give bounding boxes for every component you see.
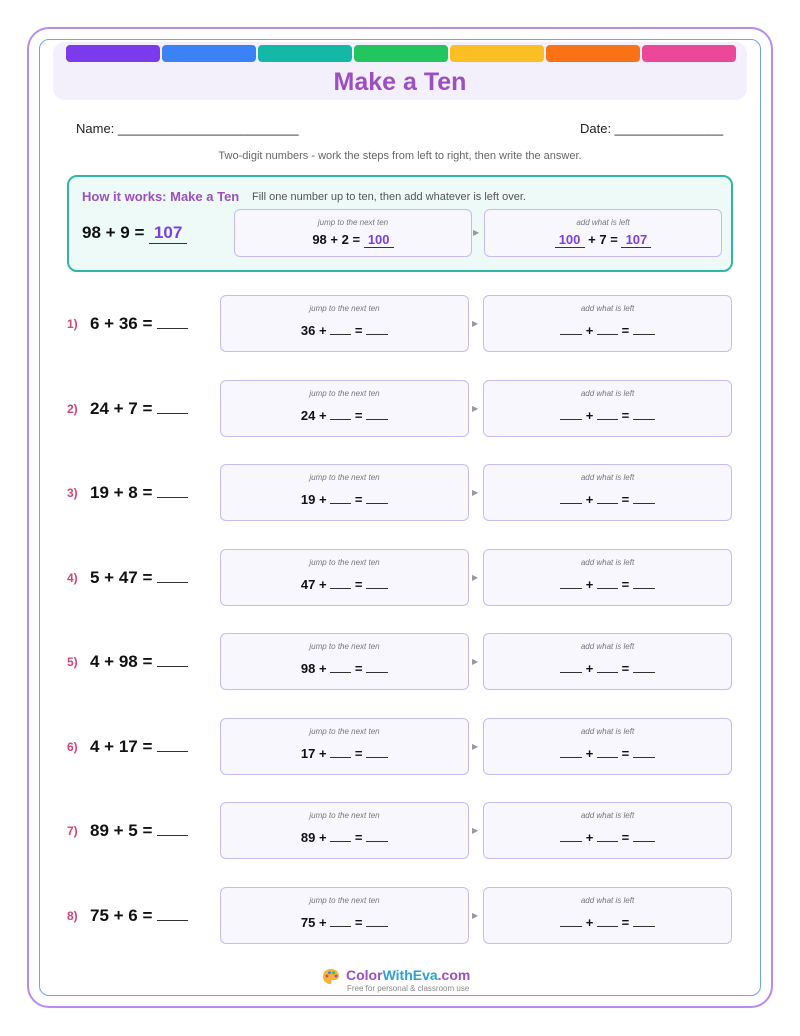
answer-blank[interactable] [157,569,188,583]
step2-caption: add what is left [580,811,635,820]
step1-caption: jump to the next ten [309,811,380,820]
problem-equation-text: 4 + 17 = [90,736,153,756]
arrow-icon: ▶ [473,228,480,237]
step1-caption: jump to the next ten [309,304,380,313]
step1-box [220,718,469,775]
step2-result-blank[interactable] [633,915,655,927]
step1-equation [221,915,468,930]
arrow-icon: ▶ [472,403,479,413]
step1-add-blank[interactable] [330,661,351,673]
example-answer: 107 [149,223,187,244]
brand-part1: Color [346,967,383,983]
step2-plus: + [585,830,594,845]
step2-equation [484,323,731,338]
problem-equation [90,314,188,334]
step2-equals: = [621,745,630,761]
step1-equals: = [354,323,363,338]
step2-start-blank[interactable] [560,323,582,335]
page-title: Make a Ten [333,68,467,96]
step2-result-blank[interactable] [633,746,655,758]
step1-result-blank[interactable] [366,661,388,673]
arrow-icon: ▶ [472,488,479,497]
step1-equation [221,746,468,761]
step2-box [483,802,732,859]
step1-equals: = [354,492,363,507]
color-stripes [66,45,736,62]
step1-result-blank[interactable] [366,746,388,758]
step1-caption: jump to the next ten [309,642,380,651]
step2-result-blank[interactable] [633,830,655,842]
step2-start-blank[interactable] [560,492,582,504]
step2-equation [484,830,731,845]
step2-plus: + [585,914,594,930]
arrow-icon: ▶ [472,657,479,666]
step2-caption: add what is left [580,726,635,736]
name-field[interactable]: Name: _________________________ [76,121,299,136]
step2-caption: add what is left [580,304,635,313]
example-step2-start: 100 [555,232,585,248]
problem-number: 8) [67,908,78,923]
problem-number: 6) [67,739,78,754]
step1-start: 17 + [300,745,327,761]
step1-box [220,464,469,521]
brand-tagline: Free for personal & classroom use [347,984,470,993]
problem-equation-text: 19 + 8 = [90,483,153,502]
answer-blank[interactable] [157,315,188,329]
step2-box [483,549,732,606]
step2-add-blank[interactable] [597,915,618,927]
step2-box [483,887,732,944]
step2-start-blank[interactable] [560,746,582,758]
step1-box [220,633,469,690]
problem-equation [90,906,188,926]
example-step2-caption: add what is left [576,218,630,227]
problem-number: 2) [67,401,78,416]
step1-equals: = [354,830,363,845]
example-step2-box [484,209,722,257]
step2-equals: = [621,576,630,592]
step2-box [483,464,732,521]
step1-equals: = [354,745,363,761]
step1-equals: = [354,914,363,930]
step1-add-blank[interactable] [330,408,351,420]
step1-result-blank[interactable] [366,408,388,420]
step1-result-blank[interactable] [366,915,388,927]
step1-box [220,802,469,859]
problem-number: 1) [67,317,78,331]
arrow-icon: ▶ [472,741,479,751]
color-stripe [546,45,640,62]
step2-add-blank[interactable] [597,746,618,758]
example-step1-caption: jump to the next ten [317,218,389,227]
step1-equation [221,661,468,676]
example-equation-text: 98 + 9 = [82,223,145,242]
step2-equals: = [621,407,630,423]
example-note: Fill one number up to ten, then add whatever is left over. [252,191,526,203]
step2-start-blank[interactable] [560,830,582,842]
step1-caption: jump to the next ten [309,557,380,567]
step2-equals: = [621,492,630,507]
brand-name[interactable] [346,967,470,983]
step2-caption: add what is left [580,895,635,905]
problem-equation-text: 24 + 7 = [90,398,153,418]
step2-caption: add what is left [580,642,635,651]
step2-result-blank[interactable] [633,661,655,673]
step2-equals: = [621,830,630,845]
step1-equals: = [354,661,363,676]
problem-equation-text: 89 + 5 = [90,821,153,840]
step2-equals: = [621,323,630,338]
color-stripe [450,45,544,62]
step1-caption: jump to the next ten [309,726,380,736]
step2-plus: + [585,323,594,338]
step2-add-blank[interactable] [597,492,618,504]
step2-box [483,718,732,775]
step1-caption: jump to the next ten [309,388,380,398]
arrow-icon: ▶ [472,319,479,328]
problem-equation [90,483,188,503]
answer-blank[interactable] [157,653,188,667]
step1-caption: jump to the next ten [309,895,380,905]
step2-add-blank[interactable] [597,408,618,420]
step2-equation [484,915,731,930]
example-step1-result: 100 [364,232,394,248]
step1-start: 24 + [300,407,327,423]
step1-box [220,295,469,352]
step1-box [220,380,469,437]
step1-equals: = [354,407,363,423]
color-stripe [642,45,736,62]
step2-start-blank[interactable] [560,915,582,927]
step1-add-blank[interactable] [330,915,351,927]
arrow-icon: ▶ [472,910,479,920]
arrow-icon: ▶ [472,572,479,582]
example-step2-mid: + 7 = [588,232,618,247]
palette-icon-svg [322,968,340,986]
answer-blank[interactable] [157,400,188,414]
step2-equation [484,492,731,507]
step1-equation [221,492,468,507]
answer-blank[interactable] [157,484,188,498]
brand-part2: WithEva [382,967,438,983]
step2-box [483,295,732,352]
step2-plus: + [585,576,594,592]
color-stripe [162,45,256,62]
brand-part3: .com [437,967,471,983]
arrow-icon: ▶ [472,826,479,835]
step2-plus: + [585,492,594,507]
step1-start: 19 + [300,492,327,507]
step1-start: 98 + [300,661,327,676]
step2-caption: add what is left [580,557,635,567]
step2-plus: + [585,661,594,676]
palette-icon [322,968,340,990]
problem-number: 7) [67,824,78,838]
problem-equation-text: 6 + 36 = [90,314,153,333]
step2-equation [484,577,731,592]
problem-number: 5) [67,655,78,669]
step1-equation [221,408,468,423]
step1-start: 47 + [300,576,327,592]
step2-start-blank[interactable] [560,577,582,589]
step1-add-blank[interactable] [330,746,351,758]
step1-start: 89 + [300,830,327,845]
step1-caption: jump to the next ten [309,473,380,482]
example-panel [67,175,733,272]
step2-add-blank[interactable] [597,323,618,335]
step1-add-blank[interactable] [330,577,351,589]
example-title: How it works: Make a Ten [82,189,240,204]
step2-result-blank[interactable] [633,492,655,504]
example-equation [82,223,187,244]
step2-plus: + [585,745,594,761]
step2-start-blank[interactable] [560,408,582,420]
example-step2-result: 107 [621,232,651,248]
step2-caption: add what is left [580,388,635,398]
step2-result-blank[interactable] [633,323,655,335]
step2-start-blank[interactable] [560,661,582,673]
instructions: Two-digit numbers - work the steps from left to right, then write the answer. [218,150,582,162]
step1-equals: = [354,576,363,592]
example-step2-equation [485,232,721,248]
answer-blank[interactable] [157,907,188,921]
problem-equation-text: 75 + 6 = [90,905,153,925]
step1-start: 36 + [300,323,327,338]
color-stripe [258,45,352,62]
answer-blank[interactable] [157,738,188,752]
problem-equation-text: 4 + 98 = [90,652,153,671]
step2-add-blank[interactable] [597,661,618,673]
step2-equals: = [621,661,630,676]
step1-equation [221,323,468,338]
step2-equation [484,746,731,761]
step1-box [220,549,469,606]
step1-add-blank[interactable] [330,492,351,504]
step2-result-blank[interactable] [633,577,655,589]
problem-equation-text: 5 + 47 = [90,567,153,587]
step2-box [483,380,732,437]
color-stripe [66,45,160,62]
step2-equation [484,661,731,676]
problem-equation [90,568,188,588]
step1-equation [221,577,468,592]
step1-add-blank[interactable] [330,323,351,335]
step1-add-blank[interactable] [330,830,351,842]
step2-equals: = [621,914,630,930]
step1-equation [221,830,468,845]
step1-start: 75 + [300,914,327,930]
problem-equation [90,821,188,841]
problem-number: 4) [67,570,78,585]
step2-add-blank[interactable] [597,577,618,589]
example-step1-left: 98 + 2 = [312,232,361,247]
step2-add-blank[interactable] [597,830,618,842]
problem-equation [90,737,188,757]
step1-result-blank[interactable] [366,492,388,504]
step1-result-blank[interactable] [366,323,388,335]
step2-box [483,633,732,690]
example-step1-box [234,209,472,257]
example-step1-equation [235,232,471,248]
step1-result-blank[interactable] [366,830,388,842]
step2-plus: + [585,407,594,423]
answer-blank[interactable] [157,822,188,836]
problem-number: 3) [67,486,78,500]
color-stripe [354,45,448,62]
step1-result-blank[interactable] [366,577,388,589]
problem-equation [90,399,188,419]
problem-equation [90,652,188,672]
step2-equation [484,408,731,423]
date-field[interactable]: Date: _______________ [580,121,724,136]
step2-caption: add what is left [580,473,635,482]
step1-box [220,887,469,944]
step2-result-blank[interactable] [633,408,655,420]
